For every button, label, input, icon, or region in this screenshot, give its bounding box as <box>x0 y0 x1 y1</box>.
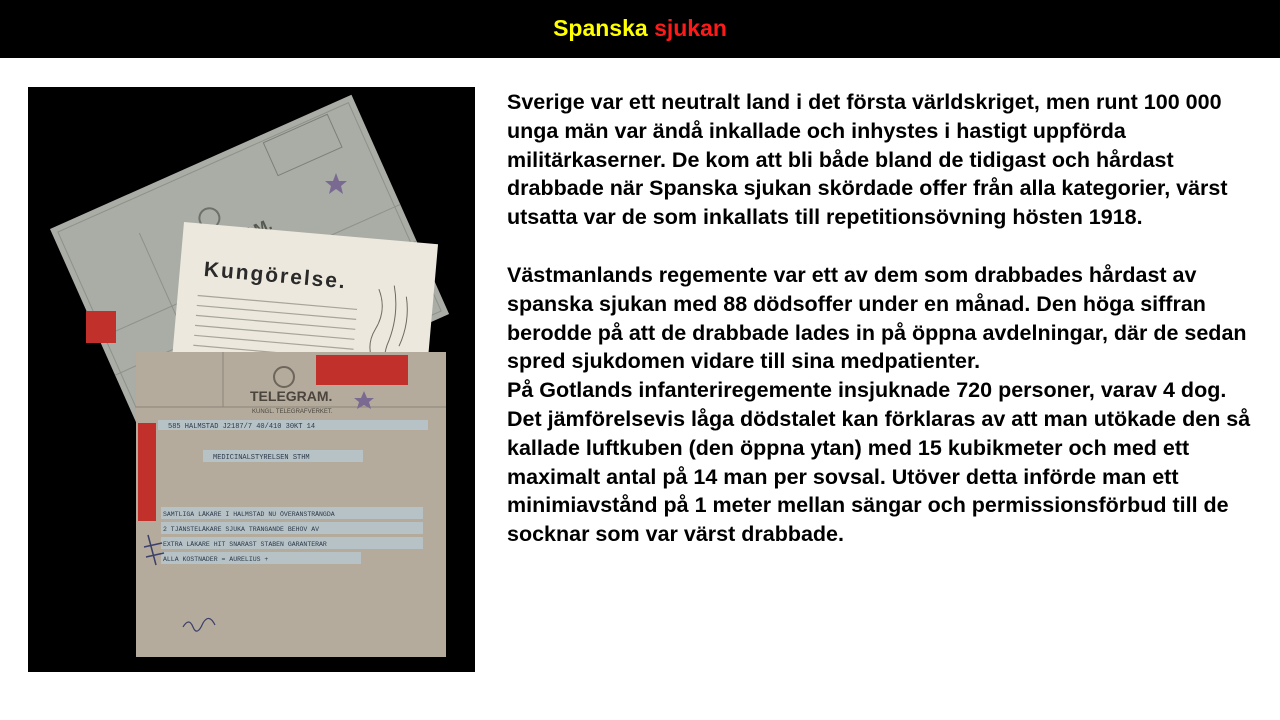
title-word-2: sjukan <box>654 15 727 41</box>
tape-line-4: 2 TJÄNSTELÄKARE SJUKA TRÄNGANDE BEHOV AV <box>163 526 320 533</box>
paragraph-2: Västmanlands regemente var ett av dem som drabbades hårdast av spanska sjukan med 88 dödsoffer under en månad. Den höga siffran berodde på att de drabbade lades in på öppna avdelningar, där de sedan spred sjukdomen vidare till sina medpatienter. <box>507 262 1247 374</box>
paragraph-1: Sverige var ett neutralt land i det första världskriget, men runt 100 000 unga män var ändå inkallade och inhystes i hastigt uppförda militärkaserner. De kom att bli både bland de tidigast och hårdast drabbade när Spanska sjukan skördade offer från alla kategorier, värst utsatta var de som inkallats till repetitionsövning hösten 1918. <box>507 90 1228 230</box>
red-tab-side <box>138 423 156 521</box>
tape-line-5: EXTRA LÄKARE HIT SNARAST STABEN GARANTERAR <box>163 541 327 548</box>
front-telegram-sublabel: KUNGL. TELEGRAFVERKET. <box>252 409 333 415</box>
paragraph-3: På Gotlands infanteriregemente insjuknade 720 personer, varav 4 dog. Det jämförelsevis låga dödstalet kan förklaras av att man utökade den så kallade luftkuben (den öppna ytan) med 15 kubikmeter och med ett maximalt antal på 14 man per sovsal. Utöver detta införde man ett minimiavstånd på 1 meter mellan sängar och permissionsförbud till de socknar som var värst drabbade. <box>507 378 1251 547</box>
front-telegram-label: TELEGRAM. <box>250 388 333 404</box>
tape-line-2: MEDICINALSTYRELSEN STHM <box>213 454 310 462</box>
body-text <box>507 88 1257 549</box>
slide-title <box>0 14 1280 42</box>
red-tab-left <box>86 311 116 343</box>
tape-line-3: SAMTLIGA LÄKARE I HALMSTAD NU ÖVERANSTRÄNGDA <box>163 511 335 518</box>
title-word-1: Spanska <box>553 15 648 41</box>
kungorelse-heading: Kungörelse. <box>202 257 348 294</box>
tape-line-6: ALLA KOSTNADER = AURELIUS + <box>163 556 269 563</box>
tape-line-1: 585 HALMSTAD J2187/7 40/410 30KT 14 <box>168 423 316 431</box>
red-tab-top <box>316 355 408 385</box>
telegram-documents-photo <box>28 87 475 672</box>
front-telegram <box>136 352 446 657</box>
